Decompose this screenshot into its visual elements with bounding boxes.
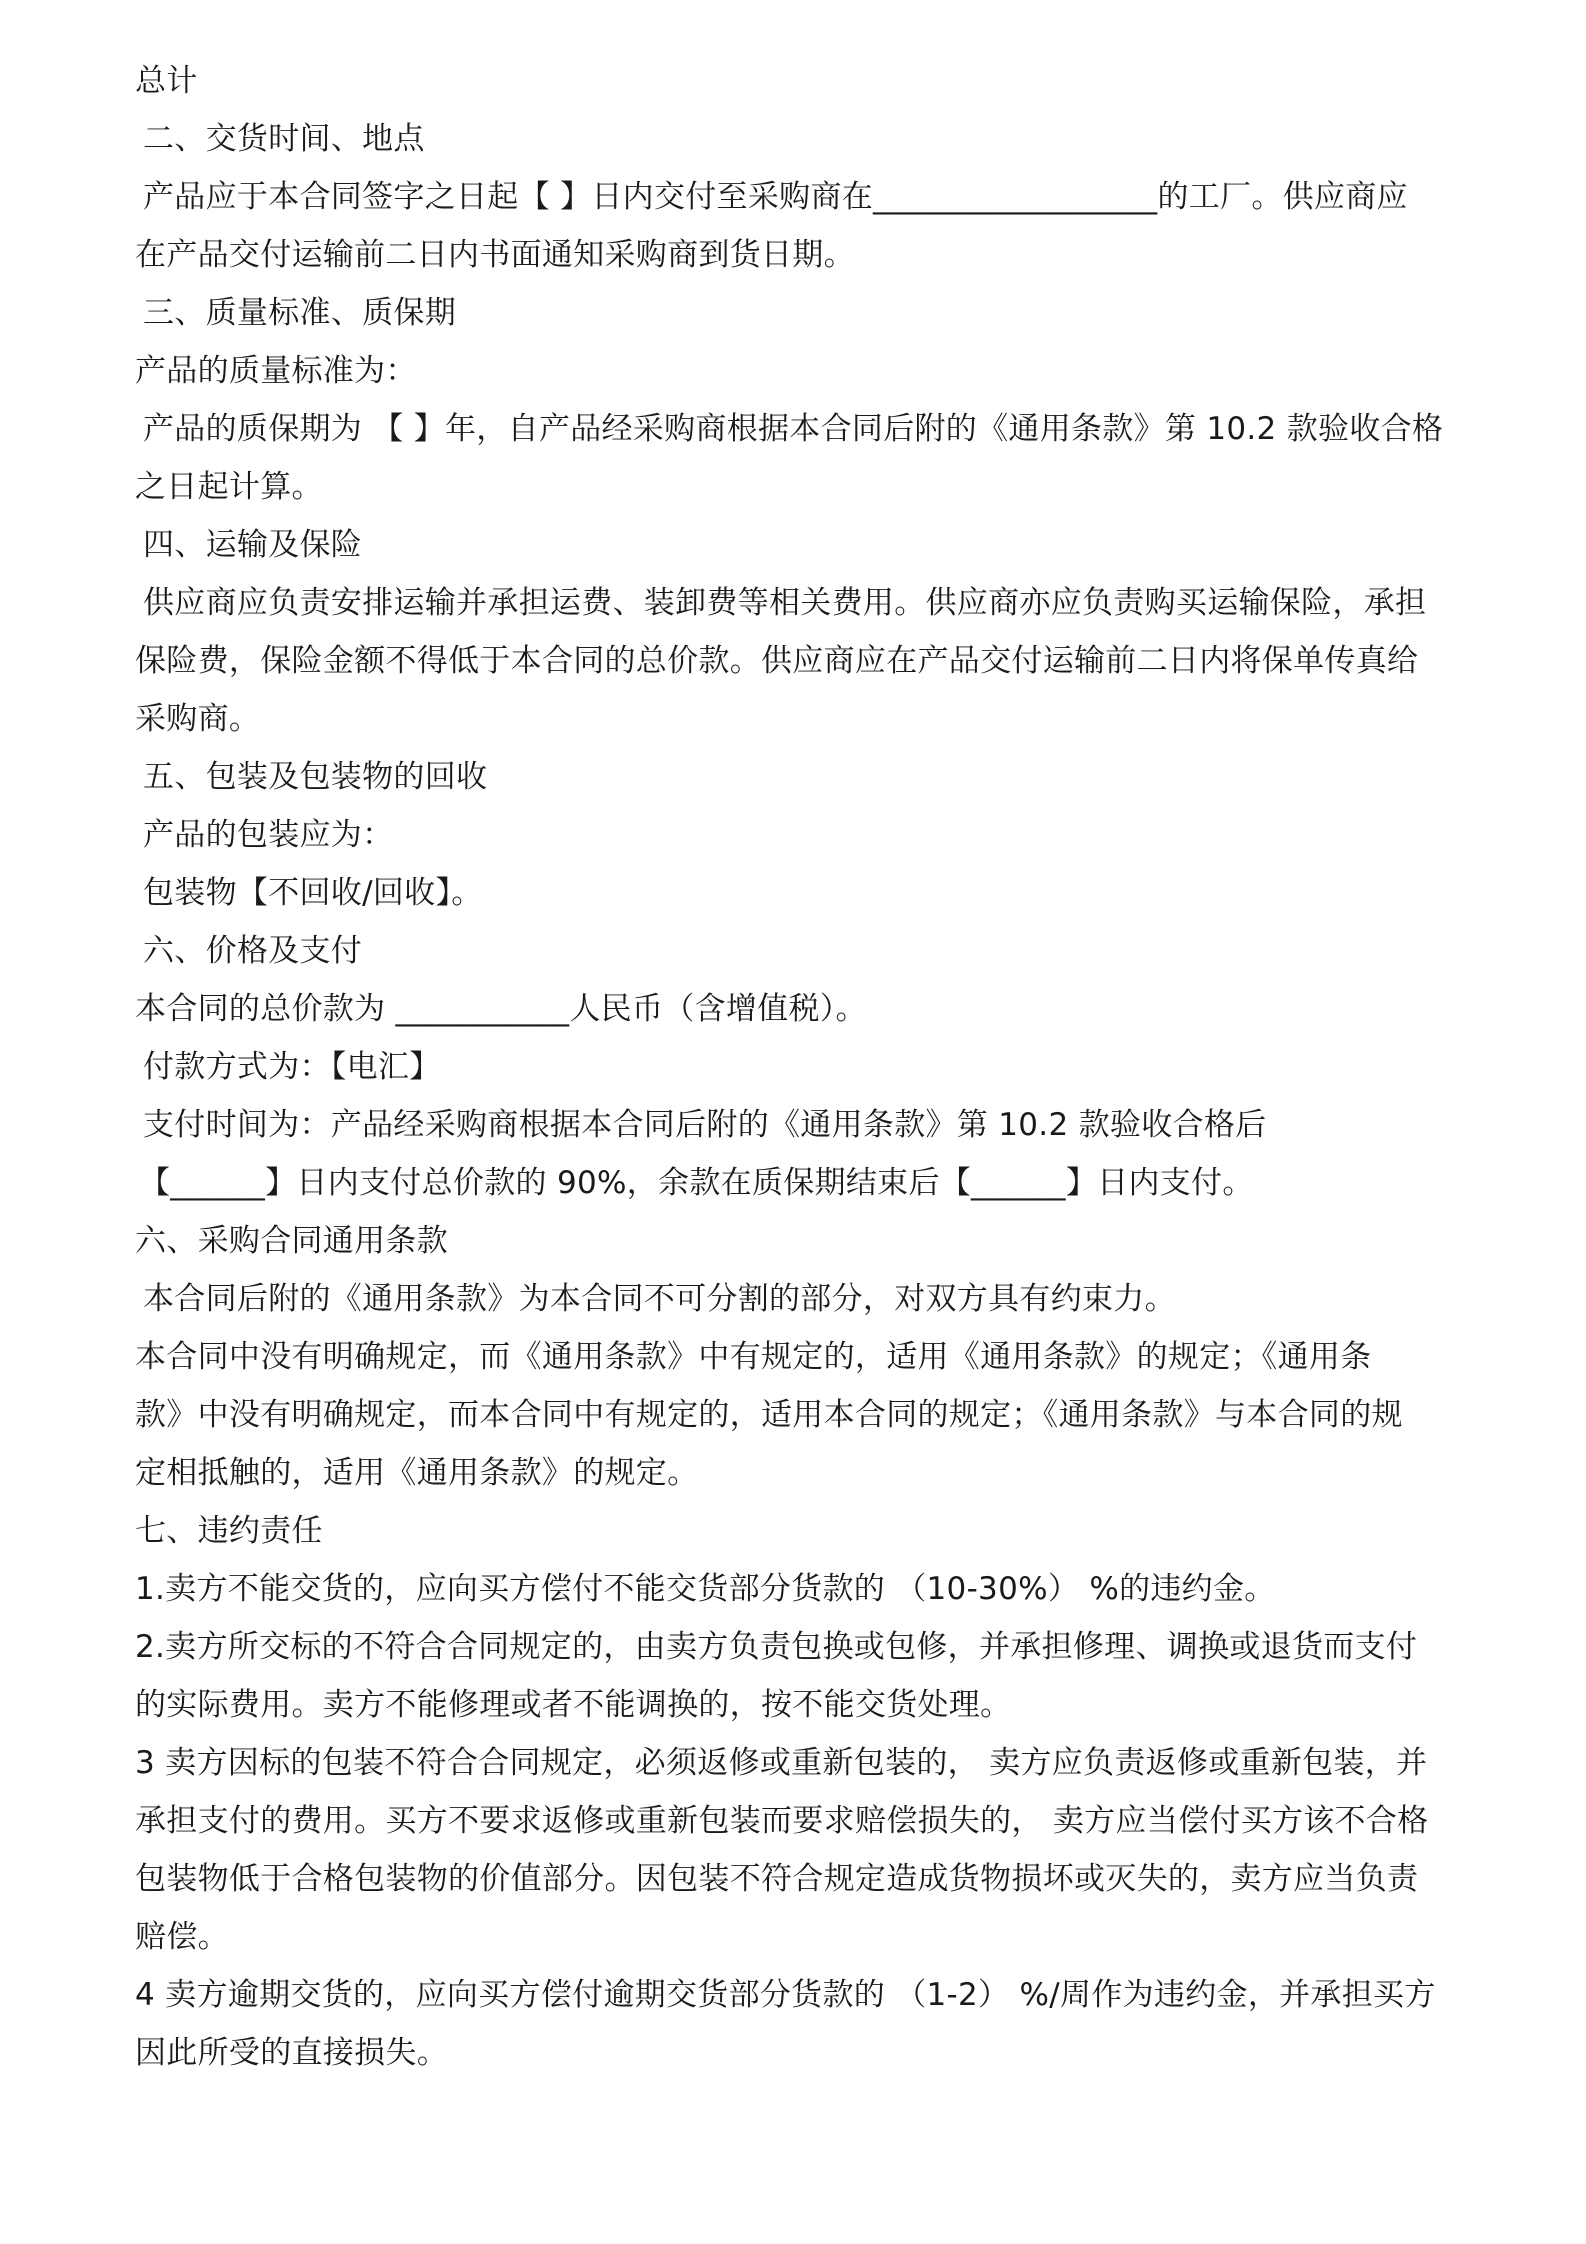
paragraph-line: 本合同的总价款为 ___________人民币（含增值税）。 — [135, 991, 867, 1027]
paragraph-line: 产品的质保期为 【 】年，自产品经采购商根据本合同后附的《通用条款》第 10.2 款验收合格 — [143, 411, 1444, 447]
paragraph-line: 在产品交付运输前二日内书面通知采购商到货日期。 — [135, 237, 855, 273]
clause-line: 3 卖方因标的包装不符合合同规定，必须返修或重新包装的， 卖方应负责返修或重新包装，并 — [135, 1745, 1428, 1781]
heading-liability: 七、违约责任 — [135, 1513, 323, 1549]
paragraph-line: 定相抵触的，适用《通用条款》的规定。 — [135, 1455, 699, 1491]
paragraph-line: 款》中没有明确规定，而本合同中有规定的，适用本合同的规定；《通用条款》与本合同的规 — [135, 1397, 1403, 1433]
clause-line: 包装物低于合格包装物的价值部分。因包装不符合规定造成货物损坏或灭失的，卖方应当负责 — [135, 1861, 1419, 1897]
clause-line: 4 卖方逾期交货的，应向买方偿付逾期交货部分货款的 （1-2） %/周作为违约金，并承担买方 — [135, 1977, 1436, 2013]
contract-body — [135, 52, 1465, 2082]
paragraph-line: 包装物【不回收/回收】。 — [143, 875, 483, 911]
paragraph-line: 供应商应负责安排运输并承担运费、装卸费等相关费用。供应商亦应负责购买运输保险，承担 — [143, 585, 1427, 621]
heading-quality: 三、质量标准、质保期 — [143, 295, 456, 331]
paragraph-line: 产品的质量标准为： — [135, 353, 417, 389]
clause-line: 赔偿。 — [135, 1919, 229, 1955]
paragraph-line: 保险费，保险金额不得低于本合同的总价款。供应商应在产品交付运输前二日内将保单传真给 — [135, 643, 1419, 679]
paragraph-line: 产品应于本合同签字之日起【 】日内交付至采购商在__________________的工厂。供应商应 — [143, 179, 1408, 215]
paragraph-line: 【______】日内支付总价款的 90%，余款在质保期结束后【______】日内支付。 — [139, 1165, 1254, 1201]
heading-packaging: 五、包装及包装物的回收 — [143, 759, 488, 795]
heading-price-payment: 六、价格及支付 — [143, 933, 363, 969]
paragraph-line: 之日起计算。 — [135, 469, 323, 505]
paragraph-line: 产品的包装应为： — [143, 817, 394, 853]
clause-line: 承担支付的费用。买方不要求返修或重新包装而要求赔偿损失的， 卖方应当偿付买方该不合格 — [135, 1803, 1429, 1839]
clause-line: 1.卖方不能交货的，应向买方偿付不能交货部分货款的 （10-30%） %的违约金。 — [135, 1571, 1276, 1607]
paragraph-line: 本合同中没有明确规定，而《通用条款》中有规定的，适用《通用条款》的规定；《通用条 — [135, 1339, 1372, 1375]
heading-delivery: 二、交货时间、地点 — [143, 121, 425, 157]
heading-general-terms: 六、采购合同通用条款 — [135, 1223, 448, 1259]
clause-line: 的实际费用。卖方不能修理或者不能调换的，按不能交货处理。 — [135, 1687, 1012, 1723]
clause-line: 2.卖方所交标的不符合合同规定的，由卖方负责包换或包修，并承担修理、调换或退货而支付 — [135, 1629, 1418, 1665]
paragraph-line: 付款方式为：【电汇】 — [143, 1049, 441, 1085]
clause-line: 因此所受的直接损失。 — [135, 2035, 448, 2071]
heading-transport: 四、运输及保险 — [143, 527, 363, 563]
paragraph-line: 采购商。 — [135, 701, 261, 737]
section-total: 总计 — [135, 63, 198, 99]
paragraph-line: 本合同后附的《通用条款》为本合同不可分割的部分，对双方具有约束力。 — [143, 1281, 1176, 1317]
paragraph-line: 支付时间为：产品经采购商根据本合同后附的《通用条款》第 10.2 款验收合格后 — [143, 1107, 1267, 1143]
